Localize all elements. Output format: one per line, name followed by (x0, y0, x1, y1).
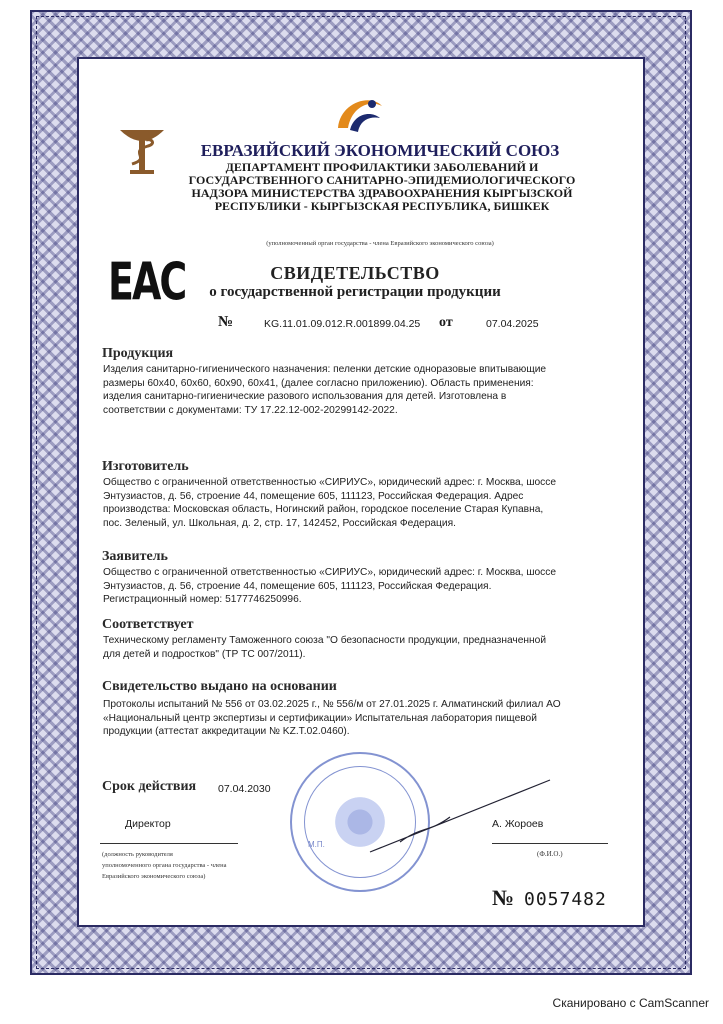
manufacturer-line-3: производства: Московская область, Ногинский район, городское поселение Старая Купавна, (103, 504, 544, 516)
manufacturer-line-2: Энтузиастов, д. 56, строение 44, помещение 605, 111123, Российская Федерация. Адрес (103, 490, 524, 502)
applicant-section-title: Заявитель (102, 549, 168, 564)
product-section-body (103, 363, 618, 417)
certificate-number: KG.11.01.09.012.R.001899.04.25 (264, 318, 421, 330)
department-line-2: ГОСУДАРСТВЕННОГО САНИТАРНО-ЭПИДЕМИОЛОГИЧЕСКОГО (188, 173, 576, 187)
basis-line-2: «Национальный центр экспертизы и сертификации» Испытательная лаборатория пищевой (103, 712, 537, 724)
applicant-line-1: Общество с ограниченной ответственностью «СИРИУС», юридический адрес: г. Москва, шоссе (103, 567, 557, 578)
certificate-title: СВИДЕТЕЛЬСТВО (270, 263, 440, 283)
product-section-title: Продукция (102, 346, 174, 361)
position-note-line-3: Евразийского экономического союза) (102, 873, 206, 880)
basis-line-1: Протоколы испытаний № 556 от 03.02.2025 г., № 556/м от 27.01.2025 г. Алматинский филиал АО (103, 699, 561, 710)
manufacturer-section-body (103, 476, 618, 530)
serial-number-sign: № (492, 885, 515, 910)
manufacturer-line-4: пос. Зеленый, ул. Школьная, д. 2, стр. 17, 142452, Российская Федерация. (103, 517, 456, 529)
product-line-3: изделия санитарно-гигиенические разового использования для детей. Изготовлена в (103, 391, 507, 403)
validity-date: 07.04.2030 (218, 783, 271, 795)
basis-line-3: продукции (аттестат аккредитации № KZ.T.02.0460). (103, 726, 350, 738)
position-underline (100, 843, 238, 844)
position-note-line-2: уполномоченного органа государства - члена (102, 862, 227, 869)
conforms-line-1: Техническому регламенту Таможенного союза "О безопасности продукции, предназначенной (103, 635, 547, 646)
manufacturer-section-title: Изготовитель (102, 459, 189, 474)
fio-underline (492, 843, 608, 844)
conforms-section-body (103, 634, 618, 661)
conforms-line-2: для детей и подростков" (ТР ТС 007/2011). (103, 648, 306, 660)
stamp-mp-label: М.П. (308, 840, 325, 849)
applicant-line-3: Регистрационный номер: 5177746250996. (103, 594, 302, 606)
hygieia-bowl-icon (112, 112, 172, 178)
product-line-4: соответствии с документами: ТУ 17.22.12-002-20299142-2022. (103, 404, 398, 416)
product-line-1: Изделия санитарно-гигиенического назначения: пеленки детские одноразовые впитывающие (103, 364, 547, 375)
signatory-name: А. Жороев (492, 818, 544, 830)
signature-icon (360, 772, 560, 862)
applicant-section-body (103, 566, 618, 607)
fio-note: (Ф.И.О.) (537, 850, 563, 858)
certificate-number-sign: № (218, 314, 234, 330)
certificate-from-word: от (439, 315, 453, 330)
basis-section-body (103, 698, 618, 739)
applicant-line-2: Энтузиастов, д. 56, строение 44, помещение 605, 111123, Российская Федерация. (103, 580, 492, 592)
basis-section-title: Свидетельство выдано на основании (102, 679, 337, 694)
manufacturer-line-1: Общество с ограниченной ответственностью «СИРИУС», юридический адрес: г. Москва, шоссе (103, 477, 557, 488)
union-title: ЕВРАЗИЙСКИЙ ЭКОНОМИЧЕСКИЙ СОЮЗ (200, 141, 560, 160)
eac-mark: ЕАС (108, 252, 186, 312)
department-line-1: ДЕПАРТАМЕНТ ПРОФИЛАКТИКИ ЗАБОЛЕВАНИЙ И (225, 160, 539, 174)
product-line-2: размеры 60х40, 60х60, 60х90, 60х41, (далее согласно приложению). Область применения: (103, 377, 534, 389)
serial-number: 0057482 (524, 889, 607, 910)
scanner-note: Сканировано с CamScanner (552, 996, 709, 1010)
position-note-line-1: (должность руководителя (102, 851, 173, 858)
department-line-3: НАДЗОРА МИНИСТЕРСТВА ЗДРАВООХРАНЕНИЯ КЫРГЫЗСКОЙ (191, 186, 573, 200)
department-line-4: РЕСПУБЛИКИ - КЫРГЫЗСКАЯ РЕСПУБЛИКА, БИШКЕК (214, 199, 550, 213)
position-note (102, 849, 226, 882)
validity-label: Срок действия (102, 779, 197, 794)
conforms-section-title: Соответствует (102, 617, 194, 632)
certificate-date: 07.04.2025 (486, 318, 539, 330)
certificate-subtitle: о государственной регистрации продукции (209, 284, 501, 300)
eaeu-logo-icon (330, 88, 390, 138)
authority-note: (уполномоченный орган государства - члена Евразийского экономического союза) (266, 240, 494, 247)
signatory-position: Директор (125, 818, 171, 830)
